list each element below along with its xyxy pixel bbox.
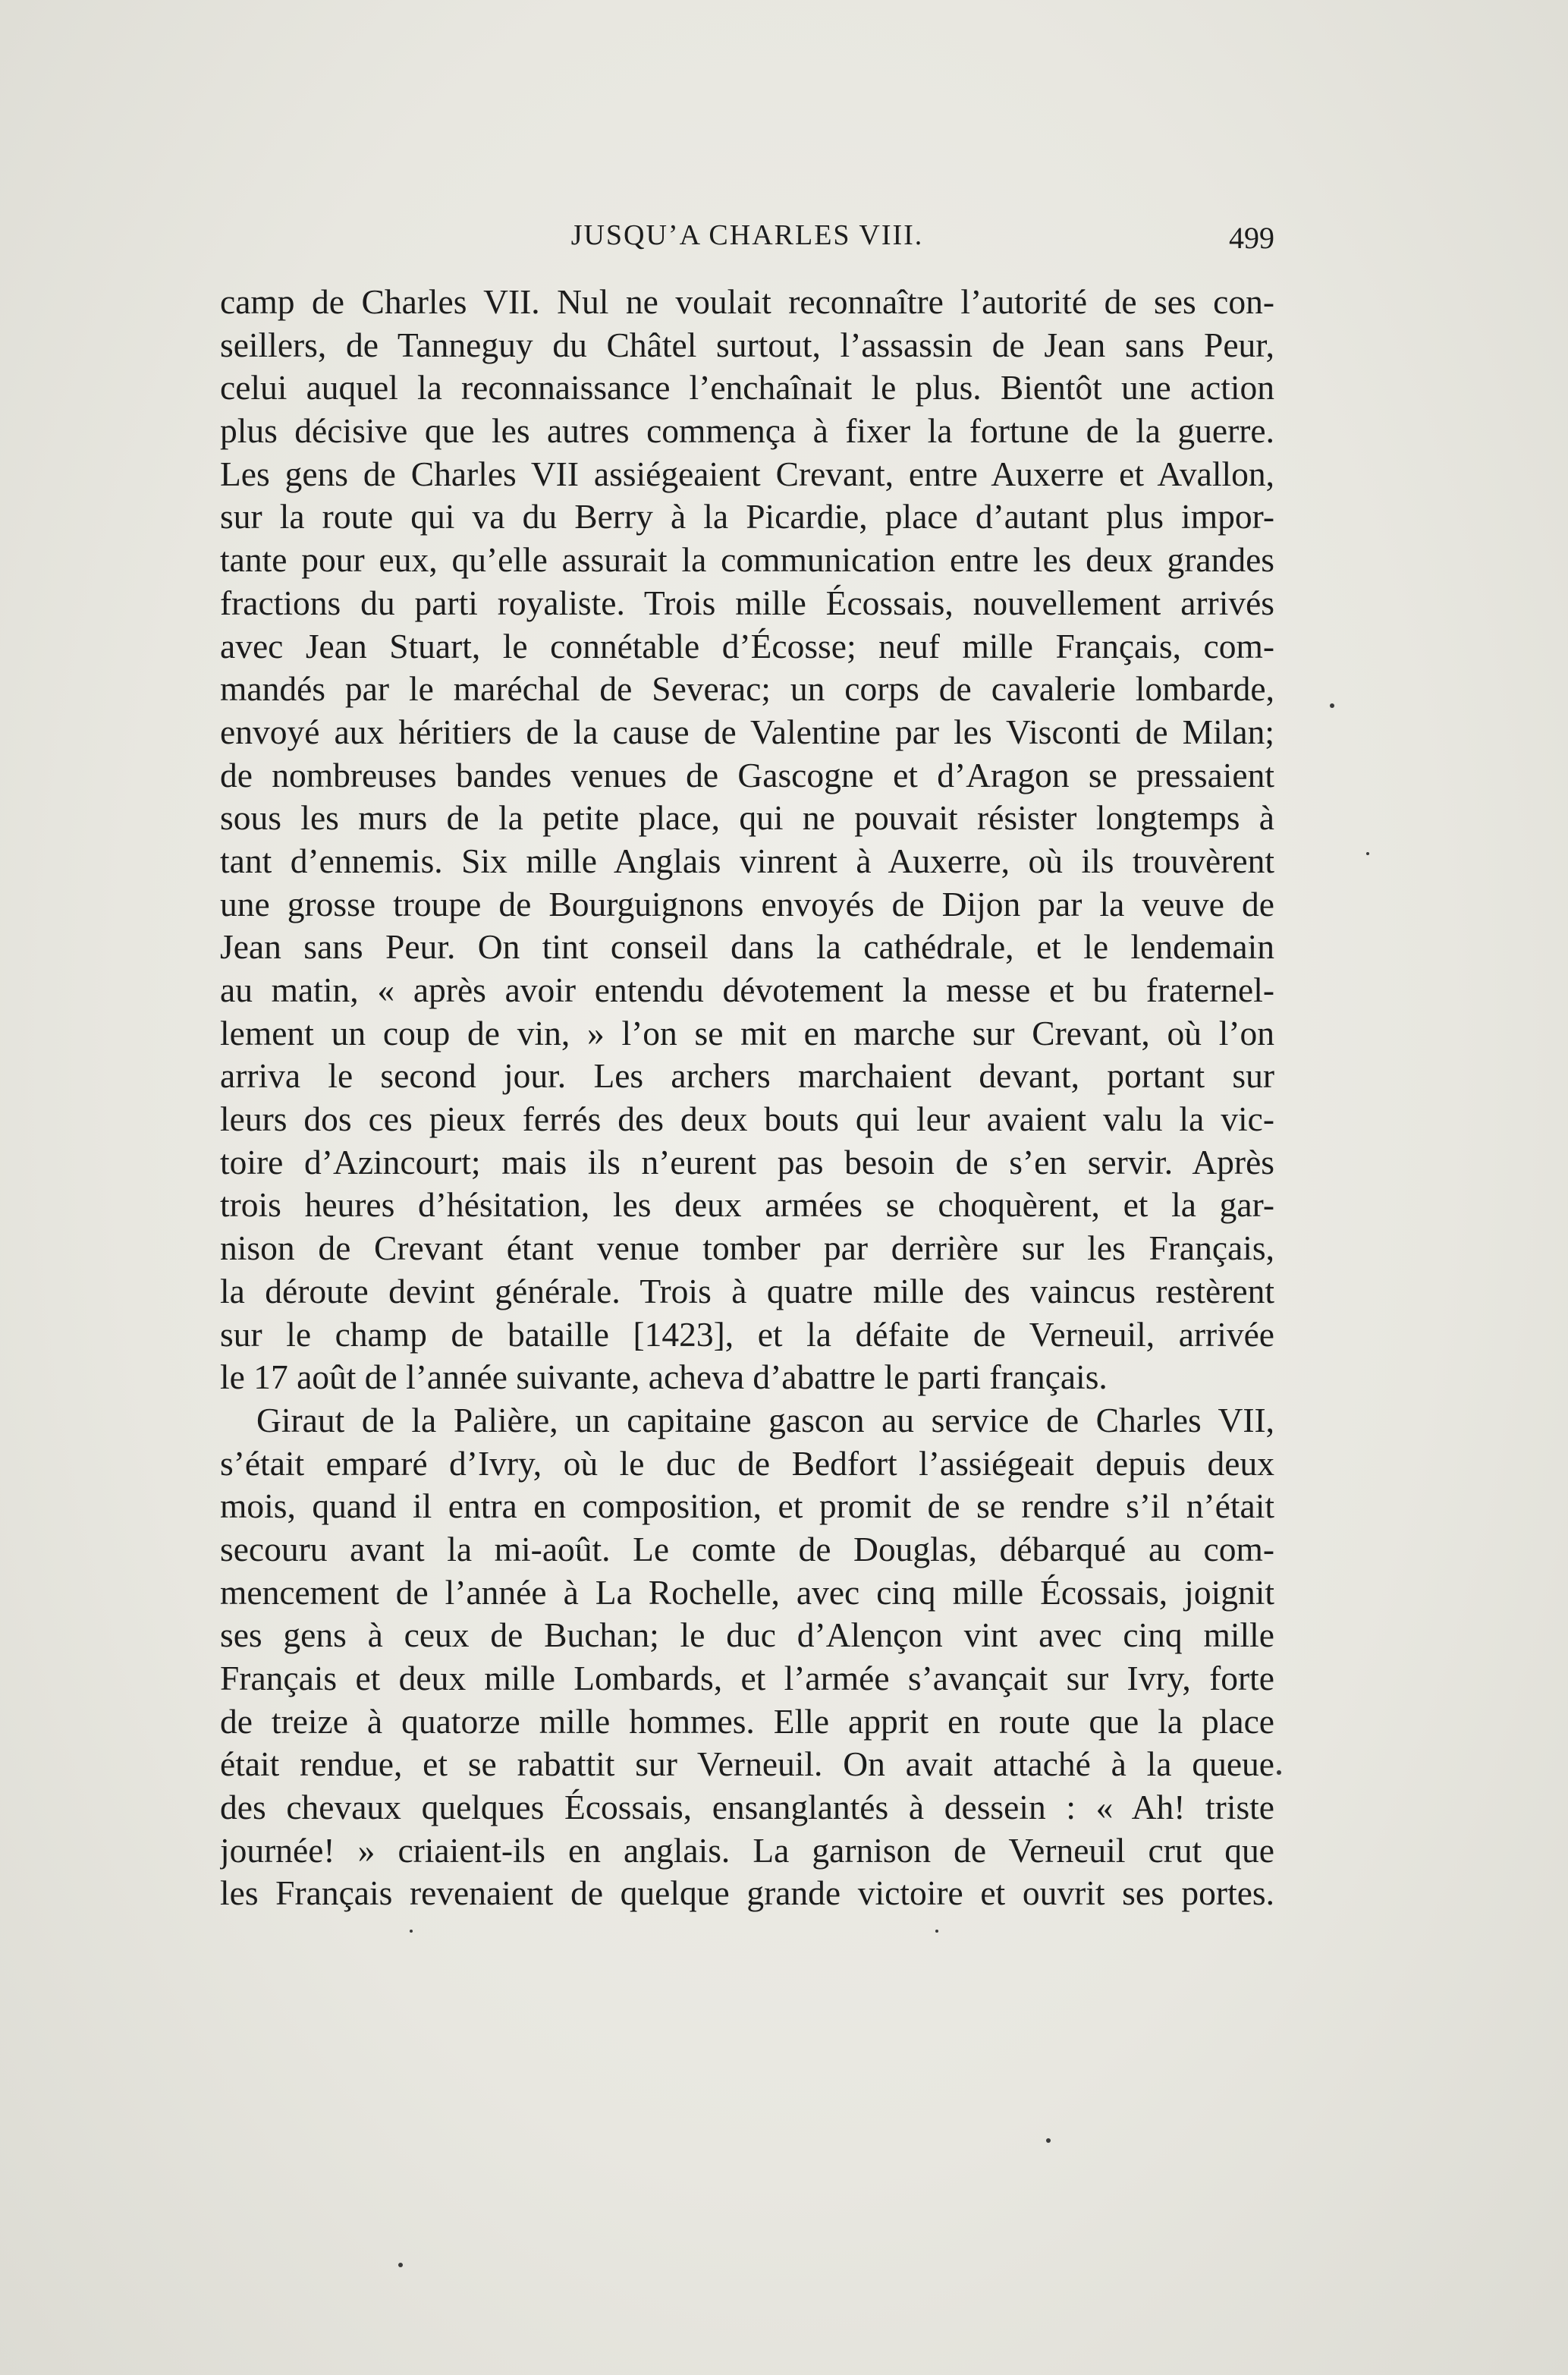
text-line: plus décisive que les autres commença à fixer la fortune de la guerre. [220,411,1274,451]
paper-speck [1046,2138,1051,2143]
text-line: secouru avant la mi-août. Le comte de Douglas, débarqué au com- [220,1529,1274,1568]
text-line: toire d’Azincourt; mais ils n’eurent pas besoin de s’en servir. Après [220,1142,1274,1181]
text-line: seillers, de Tanneguy du Châtel surtout, l’assassin de Jean sans Peur, [220,325,1274,364]
text-line: sur la route qui va du Berry à la Picardie, place d’autant plus impor- [220,497,1274,536]
text-line: la déroute devint générale. Trois à quatre mille des vaincus restèrent [220,1271,1274,1310]
running-head [220,219,1274,264]
text-line: sur le champ de bataille [1423], et la défaite de Verneuil, arrivée [220,1314,1274,1354]
paper-speck [1330,703,1334,708]
text-line: envoyé aux héritiers de la cause de Valentine par les Visconti de Milan; [220,712,1274,751]
text-line: était rendue, et se rabattit sur Verneuil. On avait attaché à la queue [220,1744,1274,1784]
text-line: journée! » criaient-ils en anglais. La garnison de Verneuil crut que [220,1830,1274,1870]
text-line: lement un coup de vin, » l’on se mit en marche sur Crevant, où l’on [220,1013,1274,1052]
page-number: 499 [1229,221,1274,255]
text-line: tant d’ennemis. Six mille Anglais vinrent à Auxerre, où ils trouvèrent [220,841,1274,880]
text-line: s’était emparé d’Ivry, où le duc de Bedfort l’assiégeait depuis deux [220,1443,1274,1483]
text-line: celui auquel la reconnaissance l’enchaînait le plus. Bientôt une action [220,368,1274,407]
text-line: le 17 août de l’année suivante, acheva d’abattre le parti français. [220,1357,1108,1397]
text-line: Jean sans Peur. On tint conseil dans la cathédrale, et le lendemain [220,927,1274,967]
paragraph [220,281,1274,1399]
paper-speck [398,2263,403,2267]
paper-speck [935,1930,938,1933]
text-line: de treize à quatorze mille hommes. Elle apprit en route que la place [220,1701,1274,1741]
text-line: les Français revenaient de quelque grande victoire et ouvrit ses portes. [220,1873,1274,1913]
text-line: tante pour eux, qu’elle assurait la communication entre les deux grandes [220,540,1274,580]
text-line: trois heures d’hésitation, les deux armées se choquèrent, et la gar- [220,1185,1274,1225]
text-line: fractions du parti royaliste. Trois mille Écossais, nouvellement arrivés [220,583,1274,622]
paper-speck [410,1930,413,1933]
text-line: mencement de l’année à La Rochelle, avec cinq mille Écossais, joignit [220,1572,1274,1612]
text-line: Français et deux mille Lombards, et l’armée s’avançait sur Ivry, forte [220,1659,1274,1697]
text-line: sous les murs de la petite place, qui ne pouvait résister longtemps à [220,798,1274,838]
paper-speck [1277,1770,1281,1775]
paper-speck [1366,852,1369,855]
paragraph [220,1399,1274,1915]
text-line: ses gens à ceux de Buchan; le duc d’Alençon vint avec cinq mille [220,1615,1274,1655]
text-line: de nombreuses bandes venues de Gascogne et d’Aragon se pressaient [220,755,1274,794]
text-line: au matin, « après avoir entendu dévotement la messe et bu fraternel- [220,970,1274,1009]
text-line: leurs dos ces pieux ferrés des deux bouts qui leur avaient valu la vic- [220,1099,1274,1139]
text-line: une grosse troupe de Bourguignons envoyés de Dijon par la veuve de [220,884,1274,923]
body-text [220,281,1274,1915]
running-title: JUSQU’A CHARLES VIII. [570,219,924,251]
text-line: arriva le second jour. Les archers marchaient devant, portant sur [220,1056,1274,1096]
text-line: des chevaux quelques Écossais, ensanglantés à dessein : « Ah! triste [220,1788,1274,1827]
text-line: mandés par le maréchal de Severac; un corps de cavalerie lombarde, [220,669,1274,709]
text-line: Les gens de Charles VII assiégeaient Crevant, entre Auxerre et Avallon, [220,454,1274,493]
text-line: nison de Crevant étant venue tomber par derrière sur les Français, [220,1228,1274,1268]
text-line: avec Jean Stuart, le connétable d’Écosse; neuf mille Français, com- [220,626,1274,665]
text-line: Giraut de la Palière, un capitaine gascon au service de Charles VII, [256,1400,1274,1439]
text-line: mois, quand il entra en composition, et promit de se rendre s’il n’était [220,1486,1274,1526]
text-line: camp de Charles VII. Nul ne voulait reconnaître l’autorité de ses con- [220,282,1274,321]
